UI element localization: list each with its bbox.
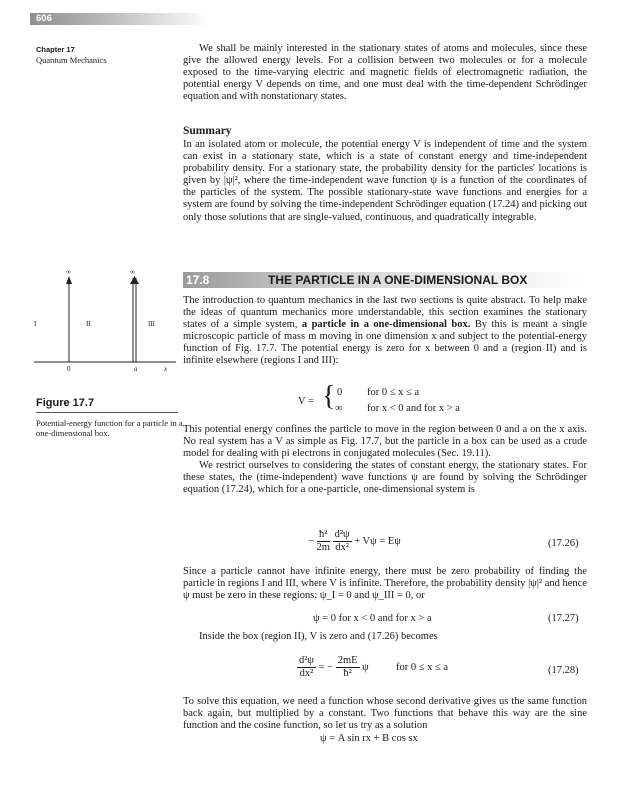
right-infinity-label: ∞ — [130, 268, 135, 276]
summary-paragraph — [183, 139, 587, 224]
eq-psi: ψ — [362, 661, 369, 673]
potential-brace: { — [322, 381, 336, 412]
potential-case1-value: 0 — [337, 387, 343, 398]
figure-caption: Figure 17.7 — [36, 397, 95, 409]
confines-paragraph — [183, 424, 587, 497]
schrodinger-equation — [308, 529, 401, 554]
a-label: a — [134, 365, 138, 373]
intro-paragraph — [183, 43, 587, 103]
potential-case2-value: ∞ — [335, 403, 343, 414]
restrict-text: We restrict ourselves to considering the states of constant energy, the stationary states. For these states, the (time-independent) wave functions ψ are found by solving the Schrödinger equation (17.24), which for a one-particle, one-dimensional system is — [183, 460, 587, 496]
section-title: THE PARTICLE IN A ONE-DIMENSIONAL BOX — [268, 273, 528, 287]
hbar-fraction: $\frac{\text{ħ²}}{2m}$ — [316, 529, 330, 553]
infinite-text: Since a particle cannot have infinite energy, there must be zero probability of finding the particle in regions I and III, where V is infinite. Therefore, the probability density |ψ|² and hence ψ must be zero in these regions: ψ_I = 0 and ψ_III = 0, or — [183, 566, 587, 602]
summary-heading: Summary — [183, 125, 232, 137]
left-infinity-label: ∞ — [66, 268, 71, 276]
section-intro-bold: a particle in a one-dimensional box. — [301, 319, 471, 331]
boundary-equation: ψ = 0 for x < 0 and for x > a — [313, 613, 432, 624]
page-number-bar — [30, 13, 210, 25]
section-intro-text-a: The introduction to quantum mechanics in the last two sections is quite abstract. To help make the ideas of quantum mechanics more understandable, this section examines the stationary states of a simple system, — [183, 295, 587, 331]
potential-case1-condition: for 0 ≤ x ≤ a — [367, 387, 420, 398]
eq-minus: − — [308, 535, 314, 547]
potential-case2-condition: for x < 0 and for x > a — [367, 403, 460, 414]
intro-text: We shall be mainly interested in the stationary states of atoms and molecules, since these give the allowed energy levels. For a collision between two molecules or for a molecule exposed to the time-varying electric and magnetic fields of electromagnetic radiation, the potential energy V depends on time, and one must deal with the time-dependent Schrödinger equation and with nonstationary states. — [183, 43, 587, 103]
psi-second-derivative: $\frac{\text{d²ψ}}{\text{dx²}}$ — [299, 655, 314, 679]
section-number: 17.8 — [186, 273, 210, 287]
region-ii-equation — [297, 655, 448, 680]
trial-solution-equation: ψ = A sin rx + B cos sx — [320, 733, 418, 744]
left-wall-arrow — [66, 276, 72, 284]
infinite-paragraph — [183, 566, 587, 602]
figure-description: Potential-energy function for a particle in a one-dimensional box. — [36, 418, 183, 438]
eq-equals-minus: = − — [318, 661, 334, 673]
second-derivative-fraction: $\frac{\text{d²ψ}}{\text{dx²}}$ — [334, 529, 350, 553]
eq-rest: + Vψ = Eψ — [354, 535, 401, 547]
summary-text: In an isolated atom or molecule, the potential energy V is independent of time and the system can exist in a stationary state, which is a state of constant energy and time-independent probability density. For a stationary state, the probability density for the particles' locations is given by |ψ|², where the time-independent wave function ψ is a function of the coordinates of the particles of the system. The possible stationary-state wave functions and energies for a system are found by solving the time-independent Schrödinger equation (17.24) and picking out only those solutions that are single-valued, continuous, and quadratically integrable. — [183, 139, 587, 223]
section-intro-text-b: By this is meant a single microscopic particle of mass m moving in one dimension x and subject to the potential-energy function of Fig. 17.7. The potential energy is zero for x between 0 and a (region II) and is infinite elsewhere (regions I and III): — [183, 319, 587, 367]
eq-condition: for 0 ≤ x ≤ a — [396, 661, 449, 673]
figure-caption-rule — [36, 412, 178, 413]
origin-label: 0 — [67, 365, 71, 373]
region-iii-label: III — [148, 320, 155, 328]
solve-paragraph — [183, 696, 587, 732]
x-label: x — [164, 365, 168, 373]
region-i-label: I — [34, 320, 37, 328]
eq-label-1726: (17.26) — [548, 538, 579, 549]
eq-label-1727: (17.27) — [548, 613, 579, 624]
section-intro-paragraph — [183, 295, 587, 368]
page-number: 606 — [36, 13, 52, 24]
chapter-label: Chapter 17 — [36, 45, 75, 54]
potential-lhs: V = — [298, 396, 314, 407]
right-wall-arrow — [130, 276, 139, 284]
eq-label-1728: (17.28) — [548, 665, 579, 676]
inside-text: Inside the box (region II), V is zero and (17.26) becomes — [199, 631, 438, 642]
inside-paragraph — [183, 631, 587, 643]
potential-box-figure — [20, 262, 190, 377]
region-ii-label: II — [86, 320, 91, 328]
confines-text: This potential energy confines the particle to move in the region between 0 and a on the x axis. No real system has a V as simple as Fig. 17.7, but the particle in a box can be used as a crude model for dealing with pi electrons in conjugated molecules (Sec. 19.11). — [183, 424, 587, 460]
chapter-title: Quantum Mechanics — [36, 55, 107, 65]
energy-fraction: $\frac{2mE}{\text{ħ²}}$ — [337, 655, 358, 679]
solve-text: To solve this equation, we need a function whose second derivative gives us the same function back again, but multiplied by a constant. Two functions that behave this way are the sine function and the cosine function, so let us try as a solution — [183, 696, 587, 732]
